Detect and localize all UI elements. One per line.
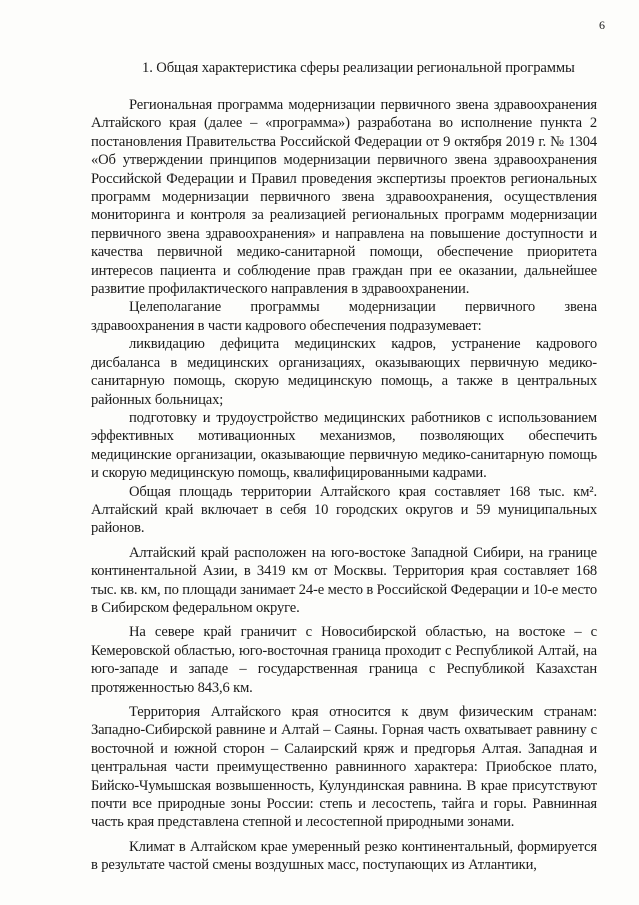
paragraph-staff-shortage: ликвидацию дефицита медицинских кадров, устранение кадрового дисбаланса в медицинских организациях, оказывающих первичную медико-санитарную помощь, скорую медицинскую помощь, а также в центральных районных больницах; xyxy=(91,336,597,408)
section-title: 1. Общая характеристика сферы реализации региональной программы xyxy=(142,60,575,76)
paragraph-climate: Климат в Алтайском крае умеренный резко континентальный, формируется в результате частой смены воздушных масс, поступающих из Атлантики, xyxy=(91,838,597,874)
paragraph-physical-geography: Территория Алтайского края относится к двум физическим странам: Западно-Сибирской равнине и Алтай – Саяны. Горная часть охватывает равнину с восточной и южной сторон – Салаирский кряж и предгорья Алтая. Западная и центральная части преимущественно равнинного характера: Приобское плато, Бийско-Чумышская возвышенность, Кулундинская равнина. В крае присутствуют почти все природные зоны России: степь и лесостепь, тайга и горы. Равнинная часть края представлена степной и лесостепной природными зонами. xyxy=(91,704,597,831)
paragraph-location: Алтайский край расположен на юго-востоке Западной Сибири, на границе континентальной Азии, в 3419 км от Москвы. Территория края составляет 168 тыс. кв. км, по площади занимает 24-е место в Российской Федерации и 10-е место в Сибирском федеральном округе. xyxy=(91,544,597,616)
paragraph-staffing-goals: Целеполагание программы модернизации первичного звена здравоохранения в части кадрового обеспечения подразумевает: xyxy=(91,299,597,334)
paragraph-territory-area: Общая площадь территории Алтайского края составляет 168 тыс. км². Алтайский край включает в себя 10 городских округов и 59 муниципальных районов. xyxy=(91,483,597,537)
body-text xyxy=(91,96,597,875)
paragraph-borders: На севере край граничит с Новосибирской областью, на востоке – с Кемеровской областью, юго-восточная граница проходит с Республикой Алтай, на юго-западе и западе – государственная граница с Республикой Казахстан протяженностью 843,6 км. xyxy=(91,624,597,696)
paragraph-staff-training: подготовку и трудоустройство медицинских работников с использованием эффективных мотивационных механизмов, позволяющих обеспечить медицинские организации, оказывающие первичную медико-санитарную помощь и скорую медицинскую помощь, квалифицированными кадрами. xyxy=(91,409,597,482)
page-number: 6 xyxy=(599,18,605,32)
paragraph-program-purpose: Региональная программа модернизации первичного звена здравоохранения Алтайского края (далее – «программа») разработана во исполнение пункта 2 постановления Правительства Российской Федерации от 9 октября 2019 г. № 1304 «Об утверждении принципов модернизации первичного звена здравоохранения Российской Федерации и Правил проведения экспертизы проектов региональных программ модернизации первичного звена здравоохранения, осуществления мониторинга и контроля за реализацией региональных программ модернизации первичного звена здравоохранения» и направлена на повышение доступности и качества первичной медико-санитарной помощи, обеспечение приоритета интересов пациента и соблюдение прав граждан при ее оказании, дальнейшее развитие профилактического направления в здравоохранении. xyxy=(91,97,597,298)
